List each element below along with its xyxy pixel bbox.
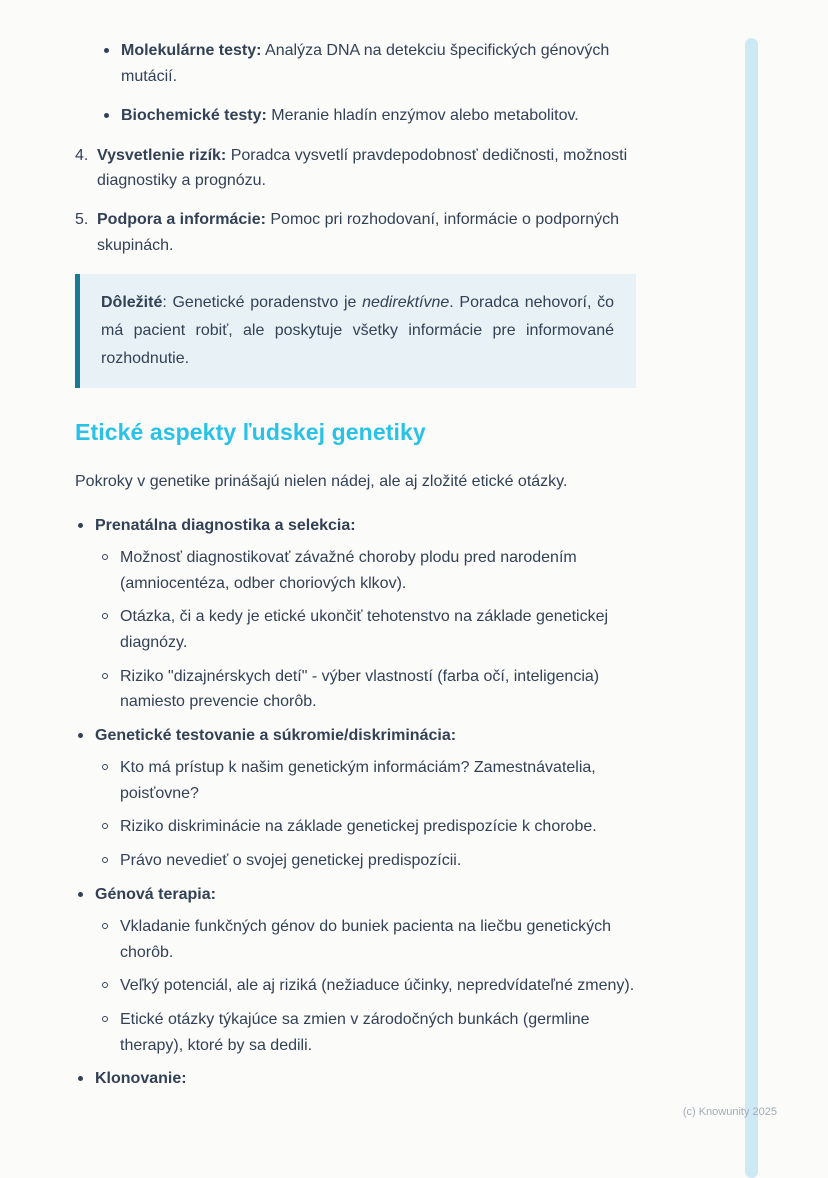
item-number: 5.: [75, 210, 89, 228]
circle-bullet-icon: [102, 764, 108, 770]
list-item: [75, 38, 648, 89]
circle-bullet-icon: [102, 823, 108, 829]
topic-title: [75, 513, 648, 539]
topic-item: [75, 723, 648, 874]
ethics-topics-list: [75, 513, 648, 1092]
item-text: Meranie hladín enzýmov alebo metabolitov.: [271, 107, 579, 125]
document-content: [75, 38, 648, 1099]
circle-bullet-icon: [102, 923, 108, 929]
topic-label: Klonovanie:: [95, 1070, 187, 1088]
test-types-list: [75, 38, 648, 129]
sub-item-text: Otázka, či a kedy je etické ukončiť tehotenstvo na základe genetickej diagnózy.: [120, 608, 609, 651]
topic-label: Genetické testovanie a súkromie/diskriminácia:: [95, 726, 457, 744]
item-label: Molekulárne testy:: [121, 42, 262, 59]
page-side-accent-bar: [745, 38, 758, 1178]
numbered-item: [75, 143, 648, 194]
section-heading: Etické aspekty ľudskej genetiky: [75, 419, 426, 446]
bullet-icon: [78, 892, 83, 897]
item-text: Pomoc pri rozhodovaní, informácie o podporných skupinách.: [97, 210, 620, 254]
bullet-icon: [104, 113, 109, 118]
circle-bullet-icon: [102, 673, 108, 679]
callout-text: [101, 289, 614, 373]
circle-bullet-icon: [102, 1016, 108, 1022]
sub-item: [75, 914, 648, 965]
callout-label: Dôležité: [101, 294, 163, 312]
topic-item: [75, 513, 648, 715]
callout-text-post: . Poradca nehovorí, čo má pacient robiť, ale poskytuje všetky informácie pre informované rozhodnutie.: [101, 294, 615, 368]
bullet-icon: [78, 523, 83, 528]
item-text: Poradca vysvetlí pravdepodobnosť dedičnosti, možnosti diagnostiky a prognózu.: [97, 146, 628, 190]
sub-item-text: Riziko diskriminácie na základe genetickej predispozície k chorobe.: [120, 818, 597, 836]
topic-title: [75, 723, 648, 749]
sub-item-text: Možnosť diagnostikovať závažné choroby plodu pred narodením (amniocentéza, odber choriových klkov).: [120, 549, 577, 592]
sub-item: [75, 848, 648, 874]
sub-item-text: Právo nevedieť o svojej genetickej predispozícii.: [120, 852, 462, 870]
circle-bullet-icon: [102, 613, 108, 619]
circle-bullet-icon: [102, 982, 108, 988]
footer-credit: (c) Knowunity 2025: [682, 1106, 777, 1118]
sub-item: [75, 755, 648, 806]
sub-item-text: Riziko "dizajnérskych detí" - výber vlastností (farba očí, inteligencia) namiesto prevencie chorôb.: [120, 667, 600, 711]
intro-paragraph: Pokroky v genetike prinášajú nielen nádej, ale aj zložité etické otázky.: [75, 472, 568, 490]
item-label: Biochemické testy:: [121, 107, 267, 125]
sub-item: [75, 664, 648, 715]
numbered-item: [75, 207, 648, 258]
circle-bullet-icon: [102, 554, 108, 560]
sub-item-text: Kto má prístup k našim genetickým informáciám? Zamestnávatelia, poisťovne?: [120, 759, 596, 802]
sub-item: [75, 814, 648, 840]
topic-label: Prenatálna diagnostika a selekcia:: [95, 516, 356, 534]
bullet-icon: [104, 48, 109, 53]
sub-item: [75, 973, 648, 999]
topic-title: [75, 1066, 648, 1092]
topic-label: Génová terapia:: [95, 885, 216, 903]
item-text: Analýza DNA na detekciu špecifických génových mutácií.: [121, 42, 610, 85]
circle-bullet-icon: [102, 857, 108, 863]
topic-item: [75, 1066, 648, 1092]
callout-emphasis: nedirektívne: [362, 294, 450, 312]
topic-title: [75, 882, 648, 908]
callout-text-pre: : Genetické poradenstvo je: [162, 294, 363, 312]
item-number: 4.: [75, 146, 89, 164]
sub-item: [75, 604, 648, 655]
bullet-icon: [78, 733, 83, 738]
sub-item: [75, 1007, 648, 1058]
sub-item-text: Etické otázky týkajúce sa zmien v zárodočných bunkách (germline therapy), ktoré by sa dedili.: [120, 1011, 590, 1054]
numbered-list: [75, 143, 648, 258]
topic-item: [75, 882, 648, 1059]
callout-important: [75, 274, 636, 388]
sub-item-text: Vkladanie funkčných génov do buniek pacienta na liečbu genetických chorôb.: [120, 918, 611, 961]
item-label: Vysvetlenie rizík:: [97, 146, 227, 164]
item-label: Podpora a informácie:: [97, 210, 266, 228]
list-item: [75, 103, 648, 129]
bullet-icon: [78, 1076, 83, 1081]
sub-item: [75, 545, 648, 596]
sub-item-text: Veľký potenciál, ale aj riziká (nežiaduce účinky, nepredvídateľné zmeny).: [120, 977, 635, 995]
